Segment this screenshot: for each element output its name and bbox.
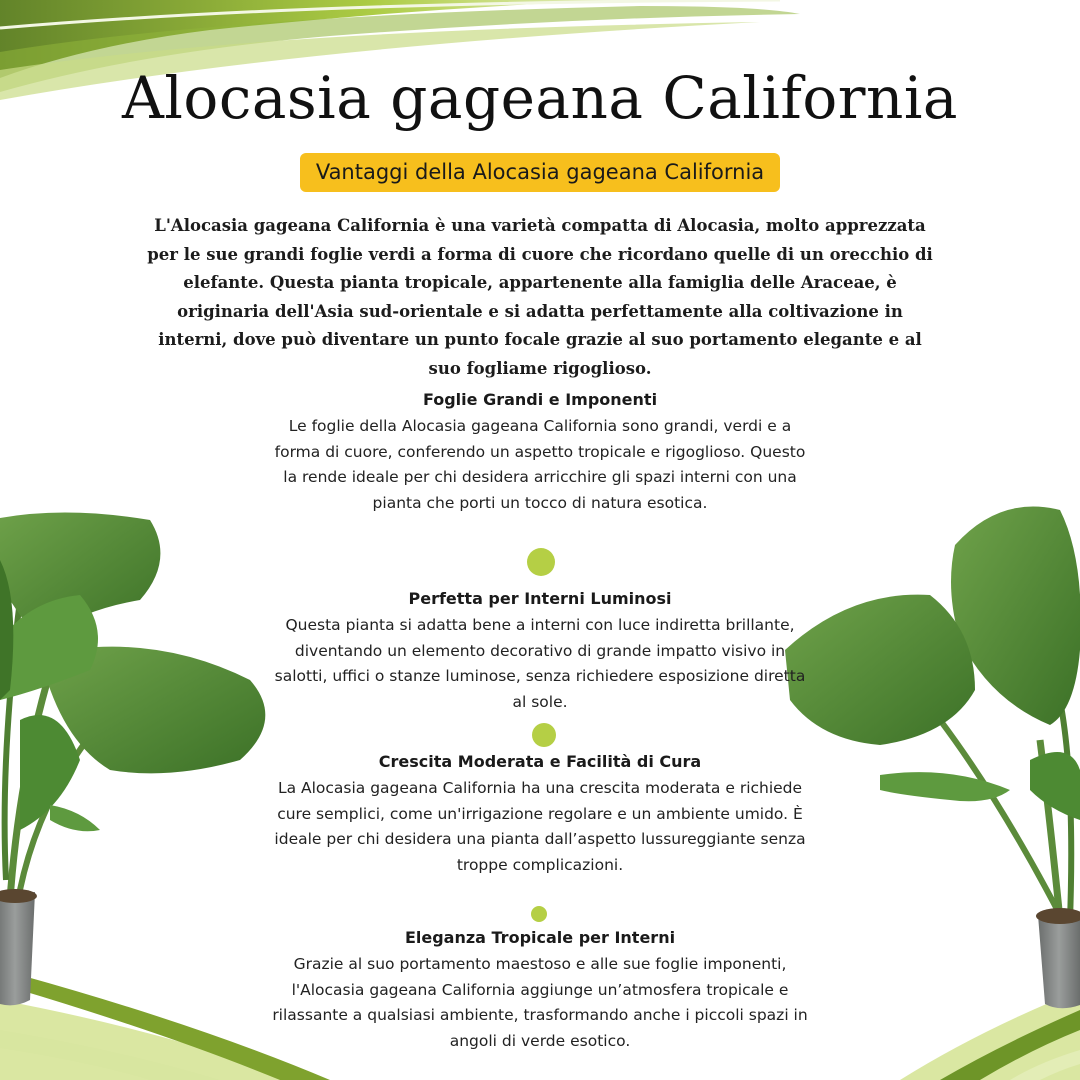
page-title: Alocasia gageana California (121, 64, 958, 132)
accent-dot-icon (527, 548, 555, 576)
section-heading: Foglie Grandi e Imponenti (422, 390, 658, 409)
section-heading: Perfetta per Interni Luminosi (408, 589, 672, 608)
alocasia-plant-left-icon (0, 513, 265, 1006)
section-body: Questa pianta si adatta bene a interni con luce indiretta brillante, diventando un elemento decorativo di grande impatto visivo in salotti, uffici o stanze luminose, senza richiedere esposizione diretta al sole. (274, 616, 806, 711)
section-body: La Alocasia gageana California ha una crescita moderata e richiede cure semplici, come un'irrigazione regolare e un ambiente umido. È ideale per chi desidera una pianta dall’aspetto lussureggiante senza troppe complicazioni. (274, 779, 806, 874)
badge-wrapper (0, 153, 1080, 192)
section-crescita-moderata (270, 751, 810, 878)
intro-paragraph: L'Alocasia gageana California è una varietà compatta di Alocasia, molto apprezzata per le sue grandi foglie verdi a forma di cuore che ricordano quelle di un orecchio di elefante. Questa pianta tropicale, appartenente alla famiglia delle Araceae, è originaria dell'Asia sud-orientale e si adatta perfettamente alla coltivazione in interni, dove può diventare un punto focale grazie al suo portamento elegante e al suo fogliame rigoglioso. (147, 216, 933, 378)
section-body: Le foglie della Alocasia gageana California sono grandi, verdi e a forma di cuore, conferendo un aspetto tropicale e rigoglioso. Questo la rende ideale per chi desidera arricchire gli spazi interni con una pianta che porti un tocco di natura esotica. (274, 417, 806, 512)
section-heading: Crescita Moderata e Facilità di Cura (378, 752, 702, 771)
accent-dot-icon (532, 723, 556, 747)
accent-dot-icon (531, 906, 547, 922)
section-interni-luminosi (270, 588, 810, 715)
section-heading: Eleganza Tropicale per Interni (404, 928, 676, 947)
subtitle-badge: Vantaggi della Alocasia gageana California (300, 153, 780, 192)
section-foglie-grandi (270, 389, 810, 516)
section-body: Grazie al suo portamento maestoso e alle sue foglie imponenti, l'Alocasia gageana California aggiunge un’atmosfera tropicale e rilassante a qualsiasi ambiente, trasformando anche i piccoli spazi in angoli di verde esotico. (272, 955, 808, 1050)
alocasia-plant-right-icon (785, 507, 1080, 1009)
section-eleganza-tropicale (270, 927, 810, 1054)
